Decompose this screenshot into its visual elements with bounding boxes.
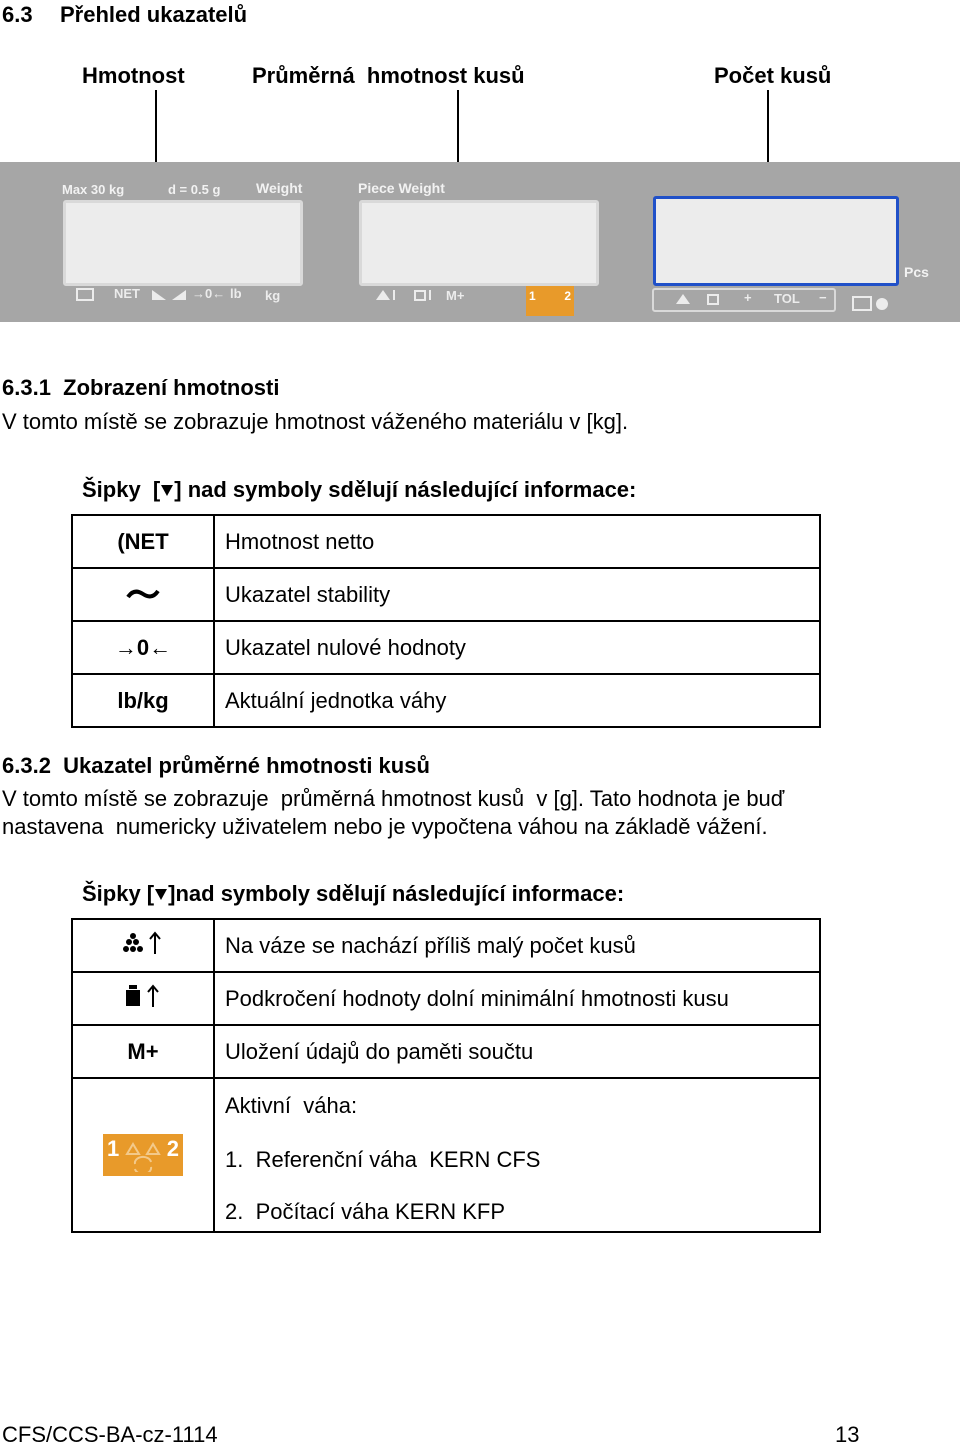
zero-symbol-cell: →0←	[72, 621, 214, 674]
weight-display	[63, 200, 303, 286]
tol-bar	[652, 288, 836, 312]
low-weight-icon	[412, 288, 436, 302]
s632-text-1: V tomto místě se zobrazuje průměrná hmotnost kusů v [g]. Tato hodnota je buď	[2, 786, 785, 811]
pieces-symbol-cell	[72, 919, 214, 972]
callout-weight: Hmotnost	[82, 63, 185, 88]
mplus-desc: Uložení údajů do paměti součtu	[214, 1025, 820, 1078]
active-scale-badge	[526, 286, 574, 316]
table-row	[72, 568, 820, 621]
net-symbol-cell: (NET	[72, 515, 214, 568]
badge-2-label: 2	[166, 1136, 179, 1161]
active-scale-item-1: 1. Referenční váha KERN CFS	[225, 1147, 541, 1172]
s631-table	[71, 514, 821, 728]
callout-piece-weight: Průměrná hmotnost kusů	[252, 63, 525, 88]
piece-weight-label: Piece Weight	[358, 180, 445, 196]
battery-icon	[76, 288, 96, 302]
badge-1-label: 1	[107, 1136, 120, 1161]
zero-desc: Ukazatel nulové hodnoty	[214, 621, 820, 674]
low-weight-icon	[123, 983, 163, 1009]
stability-desc: Ukazatel stability	[214, 568, 820, 621]
stability-icon	[150, 288, 190, 302]
s631-text: V tomto místě se zobrazuje hmotnost váženého materiálu v [kg].	[2, 409, 629, 434]
table-row	[72, 674, 820, 727]
scale-2-label: 2	[564, 289, 571, 303]
unit-desc: Aktuální jednotka váhy	[214, 674, 820, 727]
low-weight-symbol-cell	[72, 972, 214, 1025]
memory-icon	[852, 296, 890, 312]
s632-heading: 6.3.2 Ukazatel průměrné hmotnosti kusů	[2, 753, 430, 778]
pieces-desc: Na váze se nachází příliš malý počet kusů	[214, 919, 820, 972]
table-row	[72, 1025, 820, 1078]
s631-arrows-note: Šipky [ ] nad symboly sdělují následující informace:	[82, 477, 637, 502]
pcs-label: Pcs	[904, 264, 929, 280]
unit-symbol-cell: lb/kg	[72, 674, 214, 727]
scale-1-label: 1	[529, 289, 536, 303]
piece-weight-display	[359, 200, 599, 286]
scales-swap-icon	[123, 1140, 163, 1172]
s632-text-2: nastavena numericky uživatelem nebo je vypočtena váhou na základě vážení.	[2, 814, 768, 839]
active-scale-badge	[103, 1134, 183, 1176]
table-row	[72, 515, 820, 568]
stability-tilde-icon	[126, 586, 160, 602]
kg-symbol: kg	[265, 288, 281, 303]
net-symbol: NET	[114, 286, 140, 301]
tol-plus: +	[744, 290, 752, 305]
weight-block-icon	[706, 293, 722, 305]
table-row	[72, 919, 820, 972]
s632-table	[71, 918, 821, 1233]
table-row	[72, 621, 820, 674]
triangle-down-icon	[160, 483, 174, 497]
stability-symbol-cell	[72, 568, 214, 621]
active-scale-label: Aktivní váha:	[225, 1093, 358, 1118]
triangle-down-icon	[154, 887, 168, 901]
section-number: 6.3	[2, 2, 33, 27]
mplus-symbol-cell: M+	[72, 1025, 214, 1078]
s631-heading: 6.3.1 Zobrazení hmotnosti	[2, 375, 280, 400]
too-few-pieces-icon	[121, 930, 165, 956]
lb-symbol: lb	[230, 286, 242, 301]
mplus-symbol: M+	[446, 288, 465, 303]
table-row	[72, 972, 820, 1025]
weight-label: Weight	[256, 180, 303, 196]
tol-label: TOL	[774, 291, 800, 306]
section-title: Přehled ukazatelů	[60, 2, 248, 27]
too-few-pieces-icon	[374, 288, 398, 302]
display-panel	[0, 162, 960, 322]
footer-page-number: 13	[835, 1422, 860, 1447]
s632-arrows-note: Šipky [ ]nad symboly sdělují následující informace:	[82, 881, 625, 906]
net-desc: Hmotnost netto	[214, 515, 820, 568]
callout-piece-count: Počet kusů	[714, 63, 832, 88]
pieces-icon	[674, 293, 694, 305]
max-label: Max 30 kg	[62, 182, 125, 197]
zero-symbol: →0←	[192, 286, 226, 301]
division-label: d = 0.5 g	[168, 182, 221, 197]
active-scale-item-2: 2. Počítací váha KERN KFP	[225, 1199, 506, 1224]
table-row	[72, 1078, 820, 1232]
active-scale-symbol-cell	[72, 1078, 214, 1232]
footer-doc-id: CFS/CCS-BA-cz-1114	[2, 1422, 218, 1447]
tol-minus: −	[819, 290, 827, 305]
piece-count-display	[653, 196, 899, 286]
low-weight-desc: Podkročení hodnoty dolní minimální hmotnosti kusu	[214, 972, 820, 1025]
active-scale-desc	[214, 1078, 820, 1232]
